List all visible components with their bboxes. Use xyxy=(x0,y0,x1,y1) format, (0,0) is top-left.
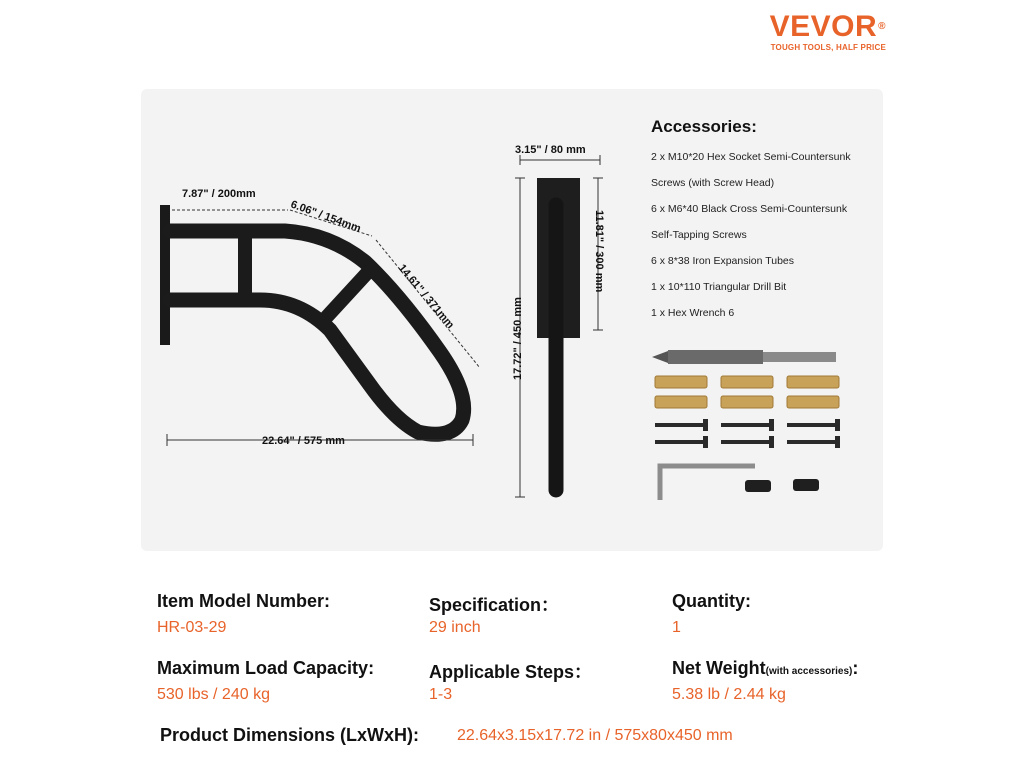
accessory-item: 6 x 8*38 Iron Expansion Tubes xyxy=(651,255,795,267)
quantity-value: 1 xyxy=(672,619,681,636)
accessory-item: 1 x Hex Wrench 6 xyxy=(651,307,735,319)
handrail-side-view xyxy=(170,231,464,434)
model-number-value: HR-03-29 xyxy=(157,619,227,636)
accessories-title: Accessories: xyxy=(651,117,757,136)
quantity-label: Quantity: xyxy=(672,591,752,611)
dim-top-flat: 7.87" / 200mm xyxy=(182,188,256,200)
brand-tagline: TOUGH TOOLS, HALF PRICE xyxy=(770,43,886,52)
load-capacity-label: Maximum Load Capacity: xyxy=(157,658,375,678)
drill-bit-icon xyxy=(652,350,836,364)
applicable-steps-label: Applicable Steps： xyxy=(429,662,593,682)
brand-name: VEVOR® xyxy=(769,10,886,43)
product-dimensions-value: 22.64x3.15x17.72 in / 575x80x450 mm xyxy=(457,727,733,744)
dim-plate-height: 11.81" / 300 mm xyxy=(593,210,605,293)
expansion-tubes-icon xyxy=(655,376,839,408)
dim-total-height: 17.72" / 450 mm xyxy=(512,297,524,380)
product-dimensions-label: Product Dimensions (LxWxH): xyxy=(160,725,420,745)
accessory-item: Screws (with Screw Head) xyxy=(651,177,775,189)
dim-mid-span: 6.06" / 154mm xyxy=(288,198,363,236)
hex-wrench-icon xyxy=(660,466,755,500)
specification-label: Specification： xyxy=(429,595,560,615)
screws-icon xyxy=(655,419,840,448)
net-weight-label: Net Weight(with accessories): xyxy=(672,658,859,678)
accessory-item: 6 x M6*40 Black Cross Semi-Countersunk xyxy=(651,203,848,215)
dim-front-width: 3.15" / 80 mm xyxy=(515,144,586,156)
accessory-item: 1 x 10*110 Triangular Drill Bit xyxy=(651,281,787,293)
model-number-label: Item Model Number: xyxy=(157,591,331,611)
applicable-steps-value: 1-3 xyxy=(429,686,453,703)
net-weight-note: (with accessories) xyxy=(765,666,853,677)
net-weight-value: 5.38 lb / 2.44 kg xyxy=(672,686,786,703)
accessory-item: 2 x M10*20 Hex Socket Semi-Countersunk xyxy=(651,151,851,163)
dim-slope: 14.61" / 371mm xyxy=(395,262,457,332)
load-capacity-value: 530 lbs / 240 kg xyxy=(157,686,270,703)
dim-total-length: 22.64" / 575 mm xyxy=(262,435,345,447)
accessory-item: Self-Tapping Screws xyxy=(651,229,747,241)
hex-socket-screws-icon xyxy=(745,479,819,492)
specification-value: 29 inch xyxy=(429,619,481,636)
